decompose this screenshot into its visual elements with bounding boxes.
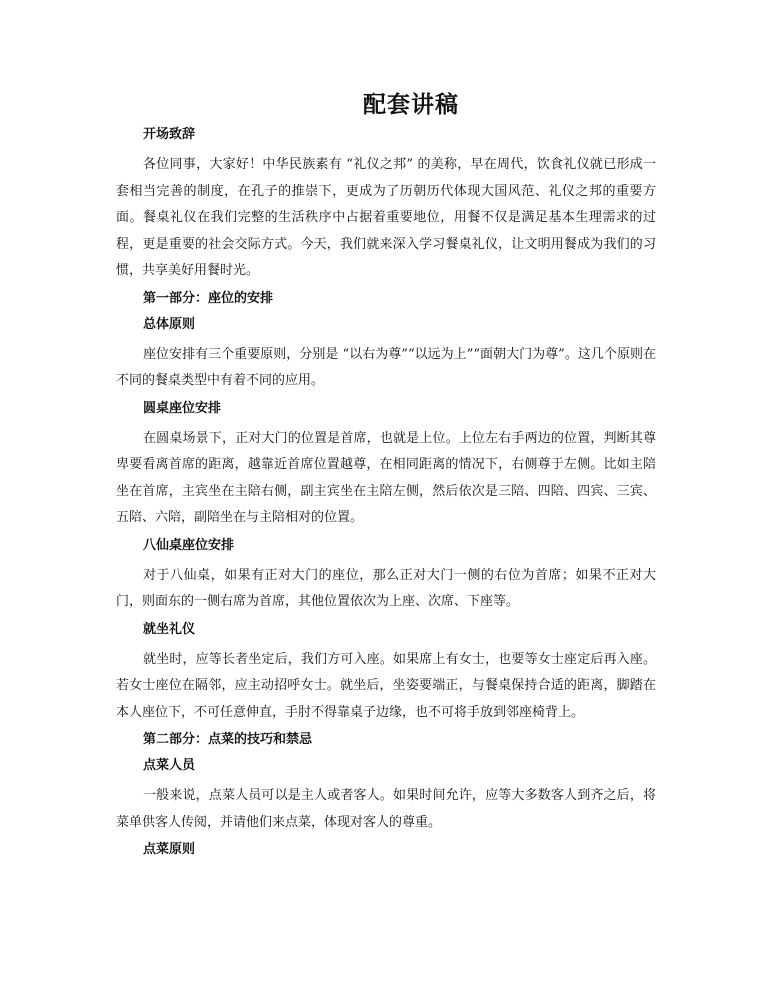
section-heading: 开场致辞 <box>143 127 196 142</box>
subsection-heading: 圆桌座位安排 <box>143 400 222 416</box>
page-title: 配套讲稿 <box>363 91 459 118</box>
body-paragraph: 对于八仙桌，如果有正对大门的座位，那么正对大门一侧的右位为首席；如果不正对大门，则面东的一侧右席为首席，其他位置依次为上座、次席、下座等。 <box>116 567 656 609</box>
section-heading: 第一部分：座位的安排 <box>143 290 274 306</box>
subsection-heading: 点菜原则 <box>143 842 196 857</box>
subsection-heading: 八仙桌座位安排 <box>143 537 235 553</box>
body-paragraph: 各位同事，大家好！中华民族素有 “礼仪之邦” 的美称，早在周代，饮食礼仪就已形成一套相当完善的制度，在孔子的推崇下，更成为了历朝历代体现大国风范、礼仪之邦的重要方面。餐桌礼仪在我们完整的生活秩序中占据着重要地位，用餐不仅是满足基本生理需求的过程，更是重要的社会交际方式。今天，我们就来深入学习餐桌礼仪，让文明用餐成为我们的习惯，共享美好用餐时光。 <box>116 157 656 278</box>
body-paragraph: 座位安排有三个重要原则，分别是 “以右为尊”“以远为上”“面朝大门为尊”。这几个原则在不同的餐桌类型中有着不同的应用。 <box>116 346 656 388</box>
document-body <box>116 122 656 867</box>
subsection-heading: 总体原则 <box>143 316 196 332</box>
body-paragraph: 在圆桌场景下，正对大门的位置是首席，也就是上位。上位左右手两边的位置，判断其尊卑要看离首席的距离，越靠近首席位置越尊，在相同距离的情况下，右侧尊于左侧。比如主陪坐在首席，主宾坐在主陪右侧，副主宾坐在主陪左侧，然后依次是三陪、四陪、四宾、三宾、五陪、六陪，副陪坐在与主陪相对的位置。 <box>116 430 656 525</box>
body-paragraph: 就坐时，应等长者坐定后，我们方可入座。如果席上有女士，也要等女士座定后再入座。若女士座位在隔邻，应主动招呼女士。就坐后，坐姿要端正，与餐桌保持合适的距离，脚踏在本人座位下，不可任意伸直，手肘不得靠桌子边缘，也不可将手放到邻座椅背上。 <box>116 651 656 720</box>
subsection-heading: 点菜人员 <box>143 758 196 773</box>
section-heading: 第二部分：点菜的技巧和禁忌 <box>143 732 313 747</box>
body-paragraph: 一般来说，点菜人员可以是主人或者客人。如果时间允许，应等大多数客人到齐之后，将菜单供客人传阅，并请他们来点菜，体现对客人的尊重。 <box>116 788 656 830</box>
subsection-heading: 就坐礼仪 <box>143 621 196 637</box>
